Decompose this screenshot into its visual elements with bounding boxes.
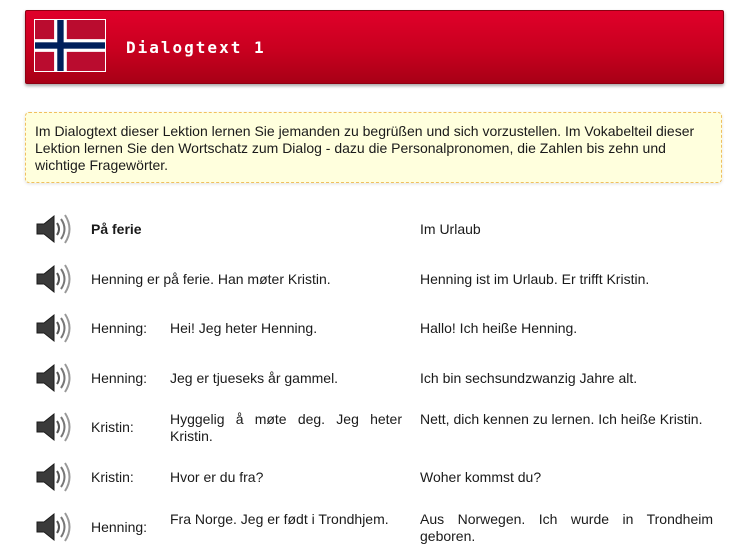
norwegian-text: Fra Norge. Jeg er født i Trondhjem.: [170, 510, 389, 527]
speaker-icon[interactable]: [33, 263, 71, 295]
speaker-name: Henning:: [91, 320, 148, 337]
norwegian-text: På ferie: [91, 221, 142, 237]
german-text: Nett, dich kennen zu lernen. Ich heiße Kristin.: [420, 411, 703, 428]
speaker-name: Henning:: [91, 518, 148, 535]
speaker-name: Kristin:: [91, 419, 134, 436]
dialog-row: [33, 205, 723, 255]
norwegian-text: Hyggelig å møte deg. Jeg heter Kristin.: [170, 411, 402, 445]
speaker-name: Henning:: [91, 369, 148, 386]
lesson-header: [25, 10, 724, 84]
german-text: Hallo! Ich heiße Henning.: [420, 320, 578, 337]
norwegian-text: Hei! Jeg heter Henning.: [170, 320, 318, 337]
norwegian-text: Henning er på ferie. Han møter Kristin.: [91, 270, 331, 287]
german-text: Aus Norwegen. Ich wurde in Trondheim geboren.: [420, 510, 713, 544]
speaker-icon[interactable]: [33, 312, 71, 344]
norwegian-text: Hvor er du fra?: [170, 468, 264, 485]
dialog-row: [33, 255, 723, 305]
dialog-row: [33, 503, 723, 553]
german-text: Henning ist im Urlaub. Er trifft Kristin.: [420, 270, 650, 287]
dialog-row: [33, 304, 723, 354]
german-text: Im Urlaub: [420, 221, 481, 237]
speaker-icon[interactable]: [33, 511, 71, 543]
dialog-row: [33, 354, 723, 404]
speaker-icon[interactable]: [33, 411, 71, 443]
norway-flag-icon: [34, 19, 106, 72]
dialog-row: [33, 453, 723, 503]
speaker-icon[interactable]: [33, 213, 71, 245]
speaker-name: Kristin:: [91, 468, 134, 485]
page-title: Dialogtext 1: [126, 38, 266, 57]
norwegian-text: Jeg er tjueseks år gammel.: [170, 369, 339, 386]
intro-box: Im Dialogtext dieser Lektion lernen Sie jemanden zu begrüßen und sich vorzustellen. Im Vokabelteil dieser Lektion lernen Sie den Wortschatz zum Dialog - dazu die Personalpronomen, die Zahlen bis zehn und wichtige Fragewörter.: [25, 112, 722, 183]
speaker-icon[interactable]: [33, 362, 71, 394]
speaker-icon[interactable]: [33, 461, 71, 493]
german-text: Woher kommst du?: [420, 468, 542, 485]
dialog-list: [33, 205, 723, 552]
dialog-row: [33, 403, 723, 453]
german-text: Ich bin sechsundzwanzig Jahre alt.: [420, 369, 638, 386]
